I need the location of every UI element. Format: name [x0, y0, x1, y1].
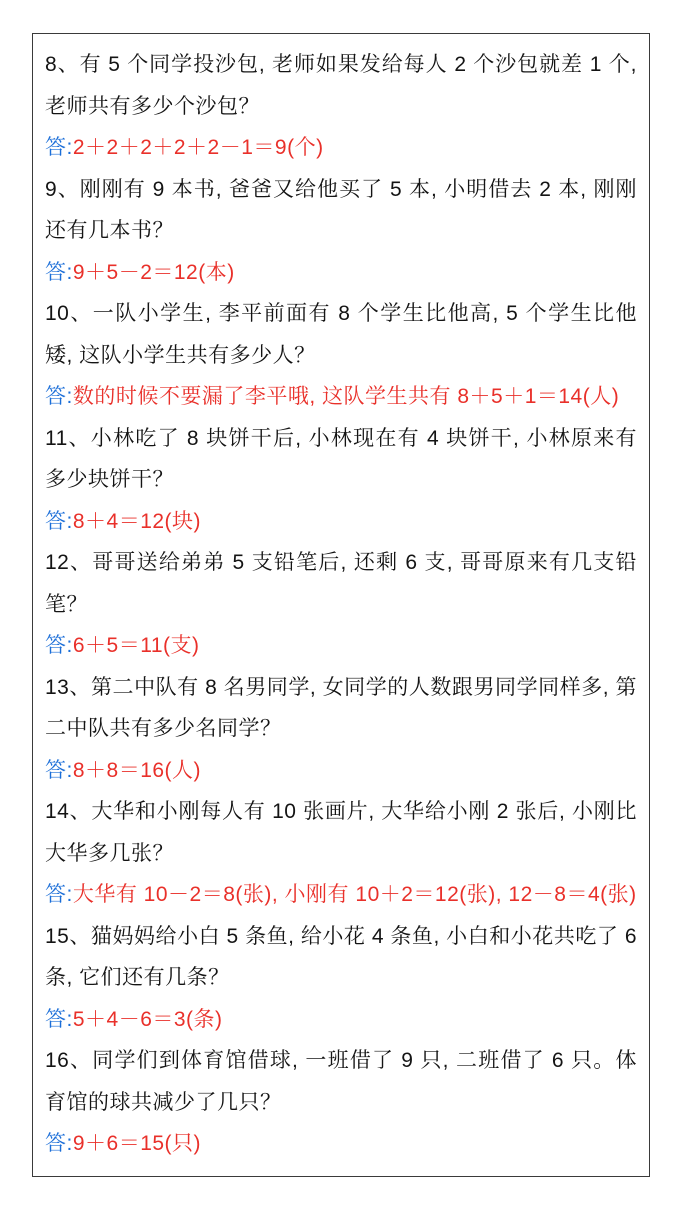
question-text: 8、有 5 个同学投沙包, 老师如果发给每人 2 个沙包就差 1 个, 老师共有多少个沙包？	[45, 53, 637, 118]
answer-prefix: 答:	[45, 758, 73, 782]
question-text: 11、小林吃了 8 块饼干后, 小林现在有 4 块饼干, 小林原来有多少块饼干？	[45, 426, 637, 491]
question-text: 14、大华和小刚每人有 10 张画片, 大华给小刚 2 张后, 小刚比大华多几张？	[45, 800, 637, 865]
answer-equation: 5＋4－6＝3(条)	[72, 1007, 223, 1031]
answer-line	[45, 127, 637, 169]
answer-equation: 数的时候不要漏了李平哦, 这队学生共有 8＋5＋1＝14(人)	[72, 385, 620, 408]
question-text: 12、哥哥送给弟弟 5 支铅笔后, 还剩 6 支, 哥哥原来有几支铅笔？	[45, 551, 637, 616]
answer-prefix: 答:	[45, 509, 73, 533]
answer-line	[45, 750, 637, 792]
problem-12	[45, 542, 637, 667]
problem-15	[45, 916, 637, 1041]
answer-equation: 8＋4＝12(块)	[72, 509, 202, 533]
question-text: 10、一队小学生, 李平前面有 8 个学生比他高, 5 个学生比他矮, 这队小学生共有多少人？	[45, 302, 637, 367]
answer-line	[45, 1123, 637, 1165]
question-text: 16、同学们到体育馆借球, 一班借了 9 只, 二班借了 6 只。体育馆的球共减少了几只？	[45, 1049, 637, 1114]
answer-equation: 6＋5＝11(支)	[72, 634, 200, 657]
answer-equation: 9＋5－2＝12(本)	[72, 260, 235, 284]
answer-prefix: 答:	[45, 1132, 73, 1155]
content-frame	[32, 33, 650, 1177]
problem-11	[45, 418, 637, 543]
answer-line	[45, 252, 637, 294]
answer-line	[45, 874, 637, 916]
answer-prefix: 答:	[45, 1007, 73, 1031]
problem-16	[45, 1040, 637, 1165]
answer-prefix: 答:	[45, 385, 73, 408]
answer-prefix: 答:	[45, 260, 73, 284]
question-text: 13、第二中队有 8 名男同学, 女同学的人数跟男同学同样多, 第二中队共有多少名同学？	[45, 675, 637, 740]
answer-equation: 大华有 10－2＝8(张), 小刚有 10＋2＝12(张), 12－8＝4(张)	[72, 883, 637, 906]
answer-equation: 2＋2＋2＋2＋2－1＝9(个)	[72, 136, 324, 159]
answer-prefix: 答:	[45, 634, 73, 657]
problem-14	[45, 791, 637, 916]
problem-13	[45, 667, 637, 792]
answer-line	[45, 625, 637, 667]
question-text: 15、猫妈妈给小白 5 条鱼, 给小花 4 条鱼, 小白和小花共吃了 6 条, 它们还有几条？	[45, 924, 637, 989]
answer-line	[45, 501, 637, 543]
answer-line	[45, 999, 637, 1041]
answer-prefix: 答:	[45, 883, 73, 906]
answer-equation: 8＋8＝16(人)	[72, 758, 202, 782]
answer-prefix: 答:	[45, 136, 73, 159]
question-text: 9、刚刚有 9 本书, 爸爸又给他买了 5 本, 小明借去 2 本, 刚刚还有几本书？	[45, 177, 637, 242]
problem-9	[45, 169, 637, 294]
problem-8	[45, 44, 637, 169]
answer-line	[45, 376, 637, 418]
answer-equation: 9＋6＝15(只)	[72, 1132, 202, 1155]
problem-10	[45, 293, 637, 418]
